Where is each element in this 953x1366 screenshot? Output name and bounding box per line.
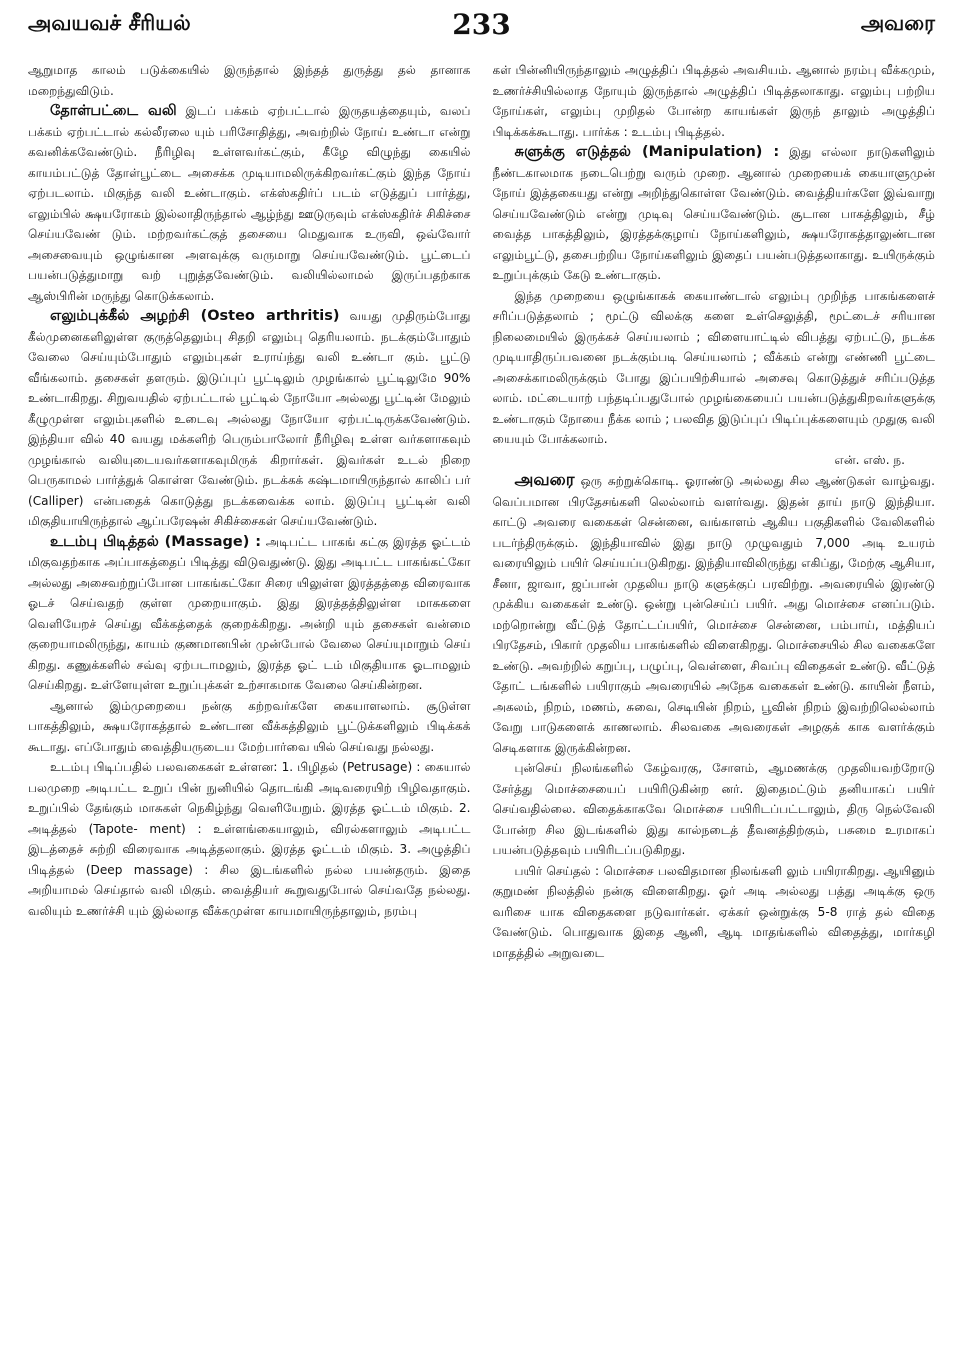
- paragraph: உடம்பு பிடிப்பதில் பலவகைகள் உள்ளன: 1. பிழிதல் (Petrusage) : கையால் பலமுறை அடிபட்ட உறுப் பின் நுனியில் தொடங்கி அடிவரையிற் பிழிவதாகும். உறுப்பில் தேங்கும் மாசுகள் நெகிழ்ந்து வெளியேறும். இரத்த ஓட்டம் மிகும். 2. அடித்தல் (Tapote- ment) : உள்ளங்கையாலும், விரல்களாலும் அடிபட்ட இடத்தைச் சுற்றி விரைவாக அடித்தலாகும். இரத்த ஓட்டம் மிகும். 3. அழுத்திப் பிடித்தல் (Deep massage) : சில இடங்களில் நல்ல பயன்தரும். இதை அறியாமல் செய்தால் வலி மிகும். வைத்தியர் கூறுவதுபோல் செய்வதே நல்லது. வலியும் உணர்ச்சி யும் இல்லாத வீக்கமுள்ள காயமாயிருந்தாலும், நரம்பு: [28, 760, 471, 918]
- page-header: [28, 0, 935, 48]
- paragraph: [28, 101, 471, 306]
- left-column: [28, 60, 471, 1360]
- paragraph-text: வயது முதிரும்போது கீல்முனைகளிலுள்ள குருத்தெலும்பு சிதறி எலும்பு தெரியலாம். நடக்கும்போதும் வேலை செய்யும்போதும் எலும்புகள் உராய்ந்து வலி உண்டா கும். பூட்டு வீங்கலாம். தசைகள் தளரும். இடுப்புப் பூட்டிலும் முழங்கால் பூட்டிலுமே 90% உண்டாகிறது. சிறுவயதில் ஏற்பட்டால் பூட்டில் நோயோ அல்லது பூட்டின் மேலும் கீழுமுள்ள எலும்புகளில் உடைவு அல்லது நோயோ ஏற்பட்டிருக்கவேண்டும். இந்தியா வில் 40 வயது மக்களிற் பெரும்பாலோர் நீரிழிவு உள்ள வர்களாகவும் முழங்கால் வலியுடையவர்களாகவுமிருக் கிறார்கள். இவர்கள் உடல் நிறை பெருகாமல் பார்த்துக் கொள்ள வேண்டும். நடக்கக் கஷ்டமாயிருந்தால் காலிப் பர் (Calliper) என்பதைக் கொடுத்து நடக்கவைக்க லாம். இடுப்பு பூட்டின் வலி மிகுதியாயிருந்தால் ஆப்பரேஷன் சிகிச்சைகள் செய்யவேண்டும்.: [28, 309, 471, 528]
- text-columns: [28, 60, 935, 1360]
- running-head-right: அவரை: [860, 10, 935, 35]
- paragraph: பயிர் செய்தல் : மொச்சை பலவிதமான நிலங்களி லும் பயிராகிறது. ஆயினும் குறுமண் நிலத்தில் நன்கு விளைகிறது. ஓர் அடி அல்லது பத்து அடிக்கு ஒரு வரிசை யாக விதைகளை நடுவார்கள். ஏக்கர் ஒன்றுக்கு 5-8 ராத் தல் விதை வேண்டும். பொதுவாக இதை ஆனி, ஆடி மாதங்களில் விதைத்து, மார்கழி மாதத்தில் அறுவடை: [492, 863, 935, 960]
- paragraph: இந்த முறையை ஒழுங்காகக் கையாண்டால் எலும்பு முறிந்த பாகங்களைச் சரிப்படுத்தலாம் ; மூட்டு விலக்கு களை உள்செலுத்தி, மூட்டைச் சரியான நிலைமையில் இருக்கச் செய்யலாம் ; விளையாட்டில் விபத்து ஏற்பட்டு, நடக்க முடியாதிருப்பவனை நடக்கும்படி செய்யலாம் ; வீக்கம் என்று எண்ணி பூட்டை அசைக்காமலிருக்கும் போது இப்பயிற்சியால் அசைவு கொடுத்துச் சரிப்படுத்த லாம். மட்டையாற் பந்தடிப்பதுபோல் முழங்கையைப் பயன்படுத்துகிறவர்களுக்கு உண்டாகும் நோயை நீக்க லாம் ; பலவித இடுப்புப் பிடிப்புக்களையும் முதுகு வலி யையும் போக்கலாம்.: [492, 288, 935, 446]
- right-column: [493, 60, 936, 1360]
- paragraph: ஆறுமாத காலம் படுக்கையில் இருந்தால் இந்தத் துருத்து தல் தானாக மறைந்துவிடும்.: [28, 63, 471, 98]
- paragraph: புன்செய் நிலங்களில் கேழ்வரகு, சோளம், ஆமணக்கு முதலியவற்றோடு சேர்த்து மொச்சையைப் பயிரிடுகின்ற னர். இதைமட்டும் தனியாகப் பயிர் செய்வதில்லை. விதைக்காகவே மொச்சை பயிரிடப்பட்டாலும், திரு நெல்வேலி போன்ற சில இடங்களில் இது கால்நடைத் தீவனத்திற்கும், பசுமை உரமாகப் பயன்படுத்தவும் பயிரிடப்படுகிறது.: [492, 761, 935, 857]
- paragraph-text: அடிபட்ட பாகங் கட்கு இரத்த ஓட்டம் மிகுவதற்காக அப்பாகத்தைப் பிடித்து விடுவதுண்டு. இது அடிபட்ட பாகங்கட்கோ அல்லது அசைவற்றுப்போன பாகங்கட்கோ சிரை யிலுள்ள இரத்தத்தை விரைவாக ஓடச் செய்வதற் குள்ள முறையாகும். இது இரத்தத்திலுள்ள மாசுகளை வெளியேறச் செய்து வீக்கத்தைக் குறைக்கிறது. அன்றி யும் தசைகள் வன்மை குறையாமலிருந்து, காயம் குணமானபின் முன்போல் வேலை செய்யுமாறும் செய் கிறது. கணுக்களில் சவ்வு ஏற்படாமலும், இரத்த ஓட் டம் மிகுதியாக ஓடாமலும் செய்கிறது. உள்ளேயுள்ள உறுப்புக்கள் உற்சாகமாக வேலை செய்கின்றன.: [28, 534, 471, 692]
- paragraph-text: இடப் பக்கம் ஏற்பட்டால் இருதயத்தையும், வலப் பக்கம் ஏற்பட்டால் கல்லீரலை யும் பரிசோதித்து, அவற்றில் நோய் உண்டா என்று கவனிக்கவேண்டும். நீரிழிவு உள்ளவர்கட்கும், கீழே விழுந்து கையில் காயம்பட்டுத் தோள்பூட்டை அசைக்க முடியாமலிருக்கிறவர்கட்கும் இந்த நோய் ஏற்படலாம். மிகுந்த வலி உண்டாகும். எக்ஸ்கதிர்ப் படம் எடுத்துப் பார்த்து, எலும்பில் க்ஷயரோகம் இல்லாதிருந்தால் ஆழ்ந்து ஊடுருவும் எக்ஸ்கதிர்ச் சிகிச்சை செய்யவேண் டும். மற்றவர்கட்குத் தசையை மெதுவாக உருவி, ஒவ்வோர் அசைவையும் ஒழுங்கான அளவுக்கு வருமாறு செய்யவேண்டும். பூட்டைப் பயன்படுத்துமாறு வற் புறுத்தவேண்டும். வலியில்லாமல் இருப்பதற்காக ஆஸ்பிரின் மருந்து கொடுக்கலாம்.: [28, 104, 471, 303]
- paragraph: ஆனால் இம்முறையை நன்கு கற்றவர்களே கையாளலாம். சூடுள்ள பாகத்திலும், க்ஷயரோகத்தால் உண்டான வீக்கத்திலும் பூட்டுக்களிலும் பிடிக்கக் கூடாது. எப்போதும் வைத்தியருடைய மேற்பார்வை யில் செய்வது நல்லது.: [28, 698, 471, 754]
- paragraph: [28, 306, 471, 532]
- paragraph: [28, 532, 471, 696]
- author-signature: என். எஸ். ந.: [834, 452, 905, 467]
- paragraph-text: இது எல்லா நாடுகளிலும் நீண்டகாலமாக நடைபெற்று வரும் முறை. ஆனால் முறையைக் கையாளுமுன் நோய் இத்தகையது என்று அறிந்துகொள்ள வேண்டும். வைத்தியர்களே இவ்வாறு செய்யவேண்டும் என்று முடிவு செய்யவேண்டும். சூடான பாகத்திலும், சீழ் வைத்த பாகத்திலும், இரத்தக்குழாய் நோய்களிலும், க்ஷயரோகத்தாலுண்டான எலும்பூட்டு, தசைபற்றிய நோய்களிலும் இதைப் பயன்படுத்தலாகாது. உயிருக்கும் உறுப்புக்கும் கேடு உண்டாகும்.: [492, 145, 935, 282]
- entry-heading: அவரை: [514, 470, 575, 490]
- paragraph: [493, 470, 936, 758]
- paragraph-text: ஒரு சுற்றுக்கொடி. ஓராண்டு அல்லது சில ஆண்டுகள் வாழ்வது. வெப்பமான பிரதேசங்களி லெல்லாம் வளர்வது. இதன் தாய் நாடு இந்தியா. காட்டு அவரை வகைகள் சென்னை, வங்காளம் ஆகிய பகுதிகளில் வேலிகளில் படர்ந்திருக்கும். இந்தியாவில் இது நாடு முழுவதும் 7,000 அடி உயரம் வரையிலும் பயிர் செய்யப்படுகிறது. இந்தியாவிலிருந்து எகிப்து, மேற்கு ஆசியா, சீனா, ஜாவா, ஜப்பான் முதலிய நாடு களுக்குப் பரவிற்று. அவரையில் இரண்டு முக்கிய வகைகள் உண்டு. ஒன்று புன்செய்ப் பயிர். அது மொச்சை எனப்படும். மற்றொன்று வீட்டுத் தோட்டப்பயிர், மொச்சை சென்னை, பம்பாய், மத்தியப் பிரதேசம், பிகார் முதலிய பாகங்களில் விளைகிறது. மொச்சையில் சில வகைகளே உண்டு. அவற்றில் கறுப்பு, பழுப்பு, வெள்ளை, சிவப்பு விதைகள் உண்டு. வீட்டுத் தோட் டங்களில் பயிராகும் அவரையில் அநேக வகைகள் உண்டு. காயின் நீளம், அகலம், நிறம், மணம், சுவை, செடியின் நிறம், பூவின் நிறம் இவற்றிலெல்லாம் வேறு பாடுகளைக் காணலாம். சிலவகை அவரைகள் அழகுக் காக வளர்க்கும் செடிகளாக இருக்கின்றன.: [492, 474, 935, 755]
- page-number: 233: [452, 7, 511, 41]
- section-heading: சுளுக்கு எடுத்தல் (Manipulation) :: [514, 144, 780, 160]
- section-heading: உடம்பு பிடித்தல் (Massage) :: [50, 533, 262, 550]
- running-head-left: அவயவச் சீரியல்: [28, 10, 191, 35]
- paragraph: [493, 142, 936, 286]
- section-heading: எலும்புக்கீல் அழற்சி (Osteo arthritis): [50, 308, 340, 324]
- section-heading: தோள்பட்டை வலி: [50, 103, 177, 119]
- paragraph: கள் பின்னியிருந்தாலும் அழுத்திப் பிடித்தல் அவசியம். ஆனால் நரம்பு வீக்கமும், உணர்ச்சியில்லாத நோயும் இருந்தால் அழுத்திப் பிடித்தலாகாது. எலும்பு பற்றிய நோய்கள், எலும்பு முறிதல் போன்ற காயங்கள் இருந் தாலும் அழுத்திப் பிடிக்கக்கூடாது. பார்க்க : உடம்பு பிடித்தல்.: [492, 63, 935, 139]
